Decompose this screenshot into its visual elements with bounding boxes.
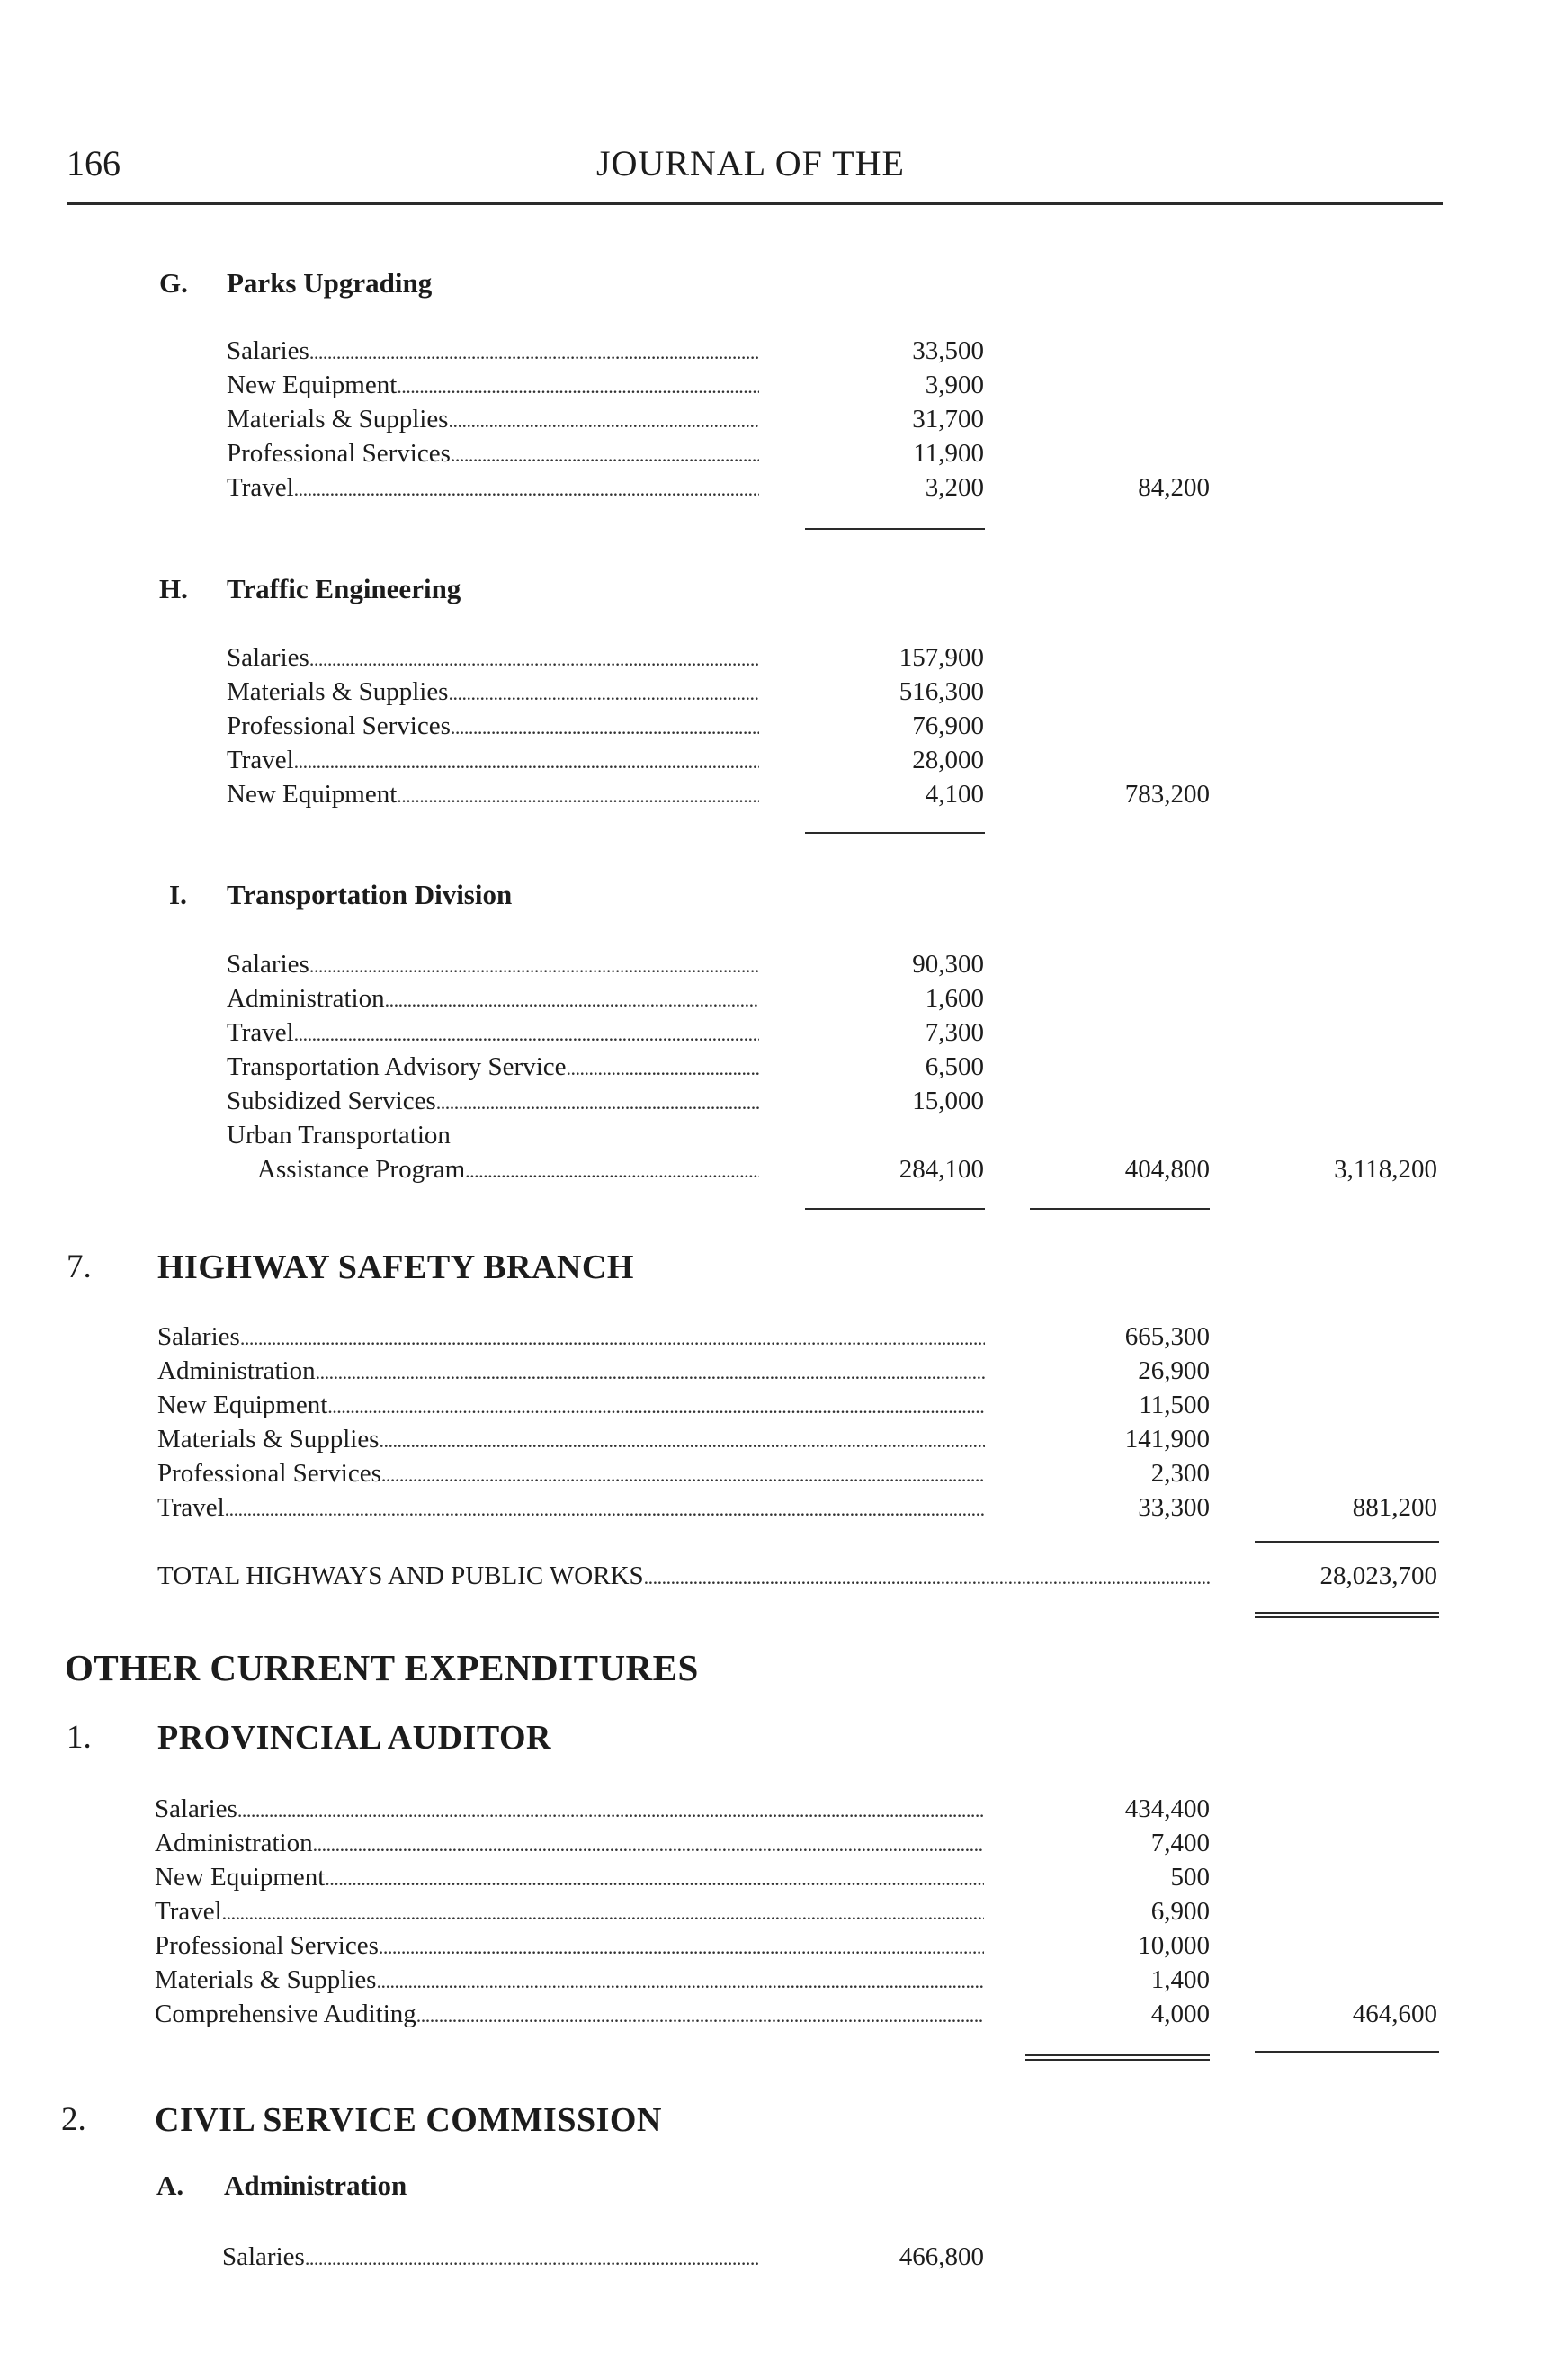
line-item-amount: 15,000 [912, 1087, 984, 1115]
subsection-title: Parks Upgrading [227, 267, 433, 299]
line-item-label: Transportation Advisory Service . . . [227, 1050, 759, 1086]
line-item-label: Professional Services . . . [155, 1928, 984, 1964]
line-item [155, 1928, 984, 1963]
line-item [157, 1388, 985, 1422]
total-amount: 881,200 [1352, 1493, 1437, 1522]
section-number: 1. [67, 1719, 92, 1756]
line-item-label: Salaries . . . [227, 640, 759, 676]
line-item-amount: 665,300 [1124, 1322, 1210, 1351]
line-item [155, 1963, 984, 1997]
sum-rule [1030, 1208, 1210, 1210]
line-item [227, 675, 759, 709]
line-item [222, 2240, 759, 2274]
line-item [157, 1354, 985, 1388]
line-item-label: Comprehensive Auditing . . . [155, 1997, 984, 2033]
line-item-amount: 141,900 [1124, 1425, 1210, 1454]
line-item [227, 640, 759, 675]
line-item-label: Salaries . . . [155, 1792, 984, 1828]
line-item-amount: 500 [1170, 1863, 1210, 1892]
line-item-label: Salaries . . . [227, 334, 759, 370]
total-amount: 464,600 [1352, 2000, 1437, 2028]
grand-total-amount: 28,023,700 [1319, 1561, 1437, 1590]
subtotal-amount: 84,200 [1138, 473, 1210, 502]
line-item-label: Travel . . . [227, 470, 759, 506]
line-item-amount: 157,900 [899, 643, 984, 672]
line-item [157, 1490, 985, 1525]
line-item-label: Materials & Supplies . . . [155, 1963, 984, 1999]
line-item-label: Salaries . . . [222, 2240, 759, 2276]
line-item [257, 1152, 759, 1186]
line-item-amount: 516,300 [899, 677, 984, 706]
line-item-amount: 31,700 [912, 405, 984, 434]
line-item-amount: 33,300 [1138, 1493, 1210, 1522]
line-item-label: New Equipment . . . [155, 1860, 984, 1896]
line-item-label: Urban Transportation [227, 1121, 451, 1150]
line-item-label: Materials & Supplies . . . [157, 1422, 985, 1458]
line-item [157, 1456, 985, 1490]
line-item-label: Salaries . . . [157, 1320, 985, 1356]
line-item [155, 1894, 984, 1928]
line-item [155, 1997, 984, 2031]
page-number: 166 [67, 143, 121, 183]
line-item-amount: 11,900 [913, 439, 984, 468]
line-item-amount: 28,000 [912, 746, 984, 774]
subsection-title: Traffic Engineering [227, 573, 461, 604]
line-item [227, 981, 759, 1016]
line-item-amount: 4,100 [925, 780, 984, 809]
line-item [227, 334, 759, 368]
total-amount: 3,118,200 [1334, 1155, 1437, 1184]
line-item [227, 709, 759, 743]
subsection-title: Transportation Division [227, 879, 513, 910]
double-rule [1255, 1612, 1439, 1618]
line-item-amount: 2,300 [1150, 1459, 1210, 1488]
line-item-label: Travel . . . [227, 1016, 759, 1051]
line-item-label: Administration . . . [155, 1826, 984, 1862]
line-item [157, 1320, 985, 1354]
line-item-label: Travel . . . [155, 1894, 984, 1930]
line-item-amount: 10,000 [1138, 1931, 1210, 1960]
line-item [227, 368, 759, 402]
line-item-label: Assistance Program . . . [257, 1152, 759, 1188]
line-item [157, 1422, 985, 1456]
line-item-label: New Equipment . . . [227, 777, 759, 813]
sum-rule [1255, 2051, 1439, 2053]
line-item [155, 1860, 984, 1894]
line-item-label: Travel . . . [227, 743, 759, 779]
subtotal-amount: 404,800 [1124, 1155, 1210, 1184]
line-item-label: Administration . . . [157, 1354, 985, 1390]
line-item-label: New Equipment . . . [227, 368, 759, 404]
line-item-label: Materials & Supplies . . . [227, 402, 759, 438]
line-item-amount: 434,400 [1124, 1794, 1210, 1823]
header-rule [67, 202, 1443, 205]
subsection-title: Administration [224, 2170, 407, 2201]
subsection-letter: A. [156, 2170, 184, 2201]
line-item [227, 470, 759, 505]
part-heading: OTHER CURRENT EXPENDITURES [65, 1647, 699, 1688]
section-title: CIVIL SERVICE COMMISSION [155, 2101, 662, 2139]
line-item-label: Materials & Supplies . . . [227, 675, 759, 711]
section-title: PROVINCIAL AUDITOR [157, 1719, 551, 1757]
section-number: 7. [67, 1248, 92, 1285]
line-item-amount: 6,500 [925, 1052, 984, 1081]
line-item-label: Professional Services . . . [157, 1456, 985, 1492]
line-item-label: Professional Services . . . [227, 709, 759, 745]
line-item-amount: 4,000 [1150, 2000, 1210, 2028]
line-item-amount: 466,800 [899, 2242, 984, 2271]
line-item-amount: 26,900 [1138, 1356, 1210, 1385]
line-item [227, 1084, 759, 1118]
sum-rule [805, 528, 985, 530]
line-item [227, 947, 759, 981]
line-item-label: Professional Services . . . [227, 436, 759, 472]
journal-title: JOURNAL OF THE [596, 143, 905, 183]
section-number: 2. [61, 2101, 86, 2138]
line-item [227, 436, 759, 470]
line-item-amount: 90,300 [912, 950, 984, 979]
line-item-amount: 7,400 [1150, 1829, 1210, 1857]
line-item-amount: 7,300 [925, 1018, 984, 1047]
line-item [155, 1826, 984, 1860]
line-item-label: Salaries . . . [227, 947, 759, 983]
line-item [227, 1016, 759, 1050]
line-item [227, 1050, 759, 1084]
line-item-amount: 3,900 [925, 371, 984, 399]
line-item-label: Subsidized Services . . . [227, 1084, 759, 1120]
line-item [155, 1792, 984, 1826]
sum-rule [805, 832, 985, 834]
line-item-amount: 6,900 [1150, 1897, 1210, 1926]
subsection-letter: H. [159, 573, 188, 604]
subsection-letter: G. [159, 267, 188, 299]
sum-rule [1255, 1541, 1439, 1543]
subtotal-amount: 783,200 [1124, 780, 1210, 809]
line-item [227, 743, 759, 777]
subsection-letter: I. [169, 879, 187, 910]
line-item-amount: 1,400 [1150, 1965, 1210, 1994]
line-item-amount: 1,600 [925, 984, 984, 1013]
grand-total-row [157, 1559, 1210, 1593]
section-title: HIGHWAY SAFETY BRANCH [157, 1248, 634, 1286]
line-item-amount: 284,100 [899, 1155, 984, 1184]
line-item-label: New Equipment . . . [157, 1388, 985, 1424]
line-item-amount: 76,900 [912, 711, 984, 740]
sum-rule [805, 1208, 985, 1210]
line-item-amount: 33,500 [912, 336, 984, 365]
double-rule [1025, 2054, 1210, 2061]
line-item-label: Administration . . . [227, 981, 759, 1017]
line-item-amount: 11,500 [1139, 1391, 1210, 1419]
line-item [227, 1118, 759, 1152]
line-item [227, 402, 759, 436]
line-item-amount: 3,200 [925, 473, 984, 502]
grand-total-label: TOTAL HIGHWAYS AND PUBLIC WORKS . . . [157, 1559, 1210, 1595]
line-item-label: Travel . . . [157, 1490, 985, 1526]
line-item [227, 777, 759, 811]
